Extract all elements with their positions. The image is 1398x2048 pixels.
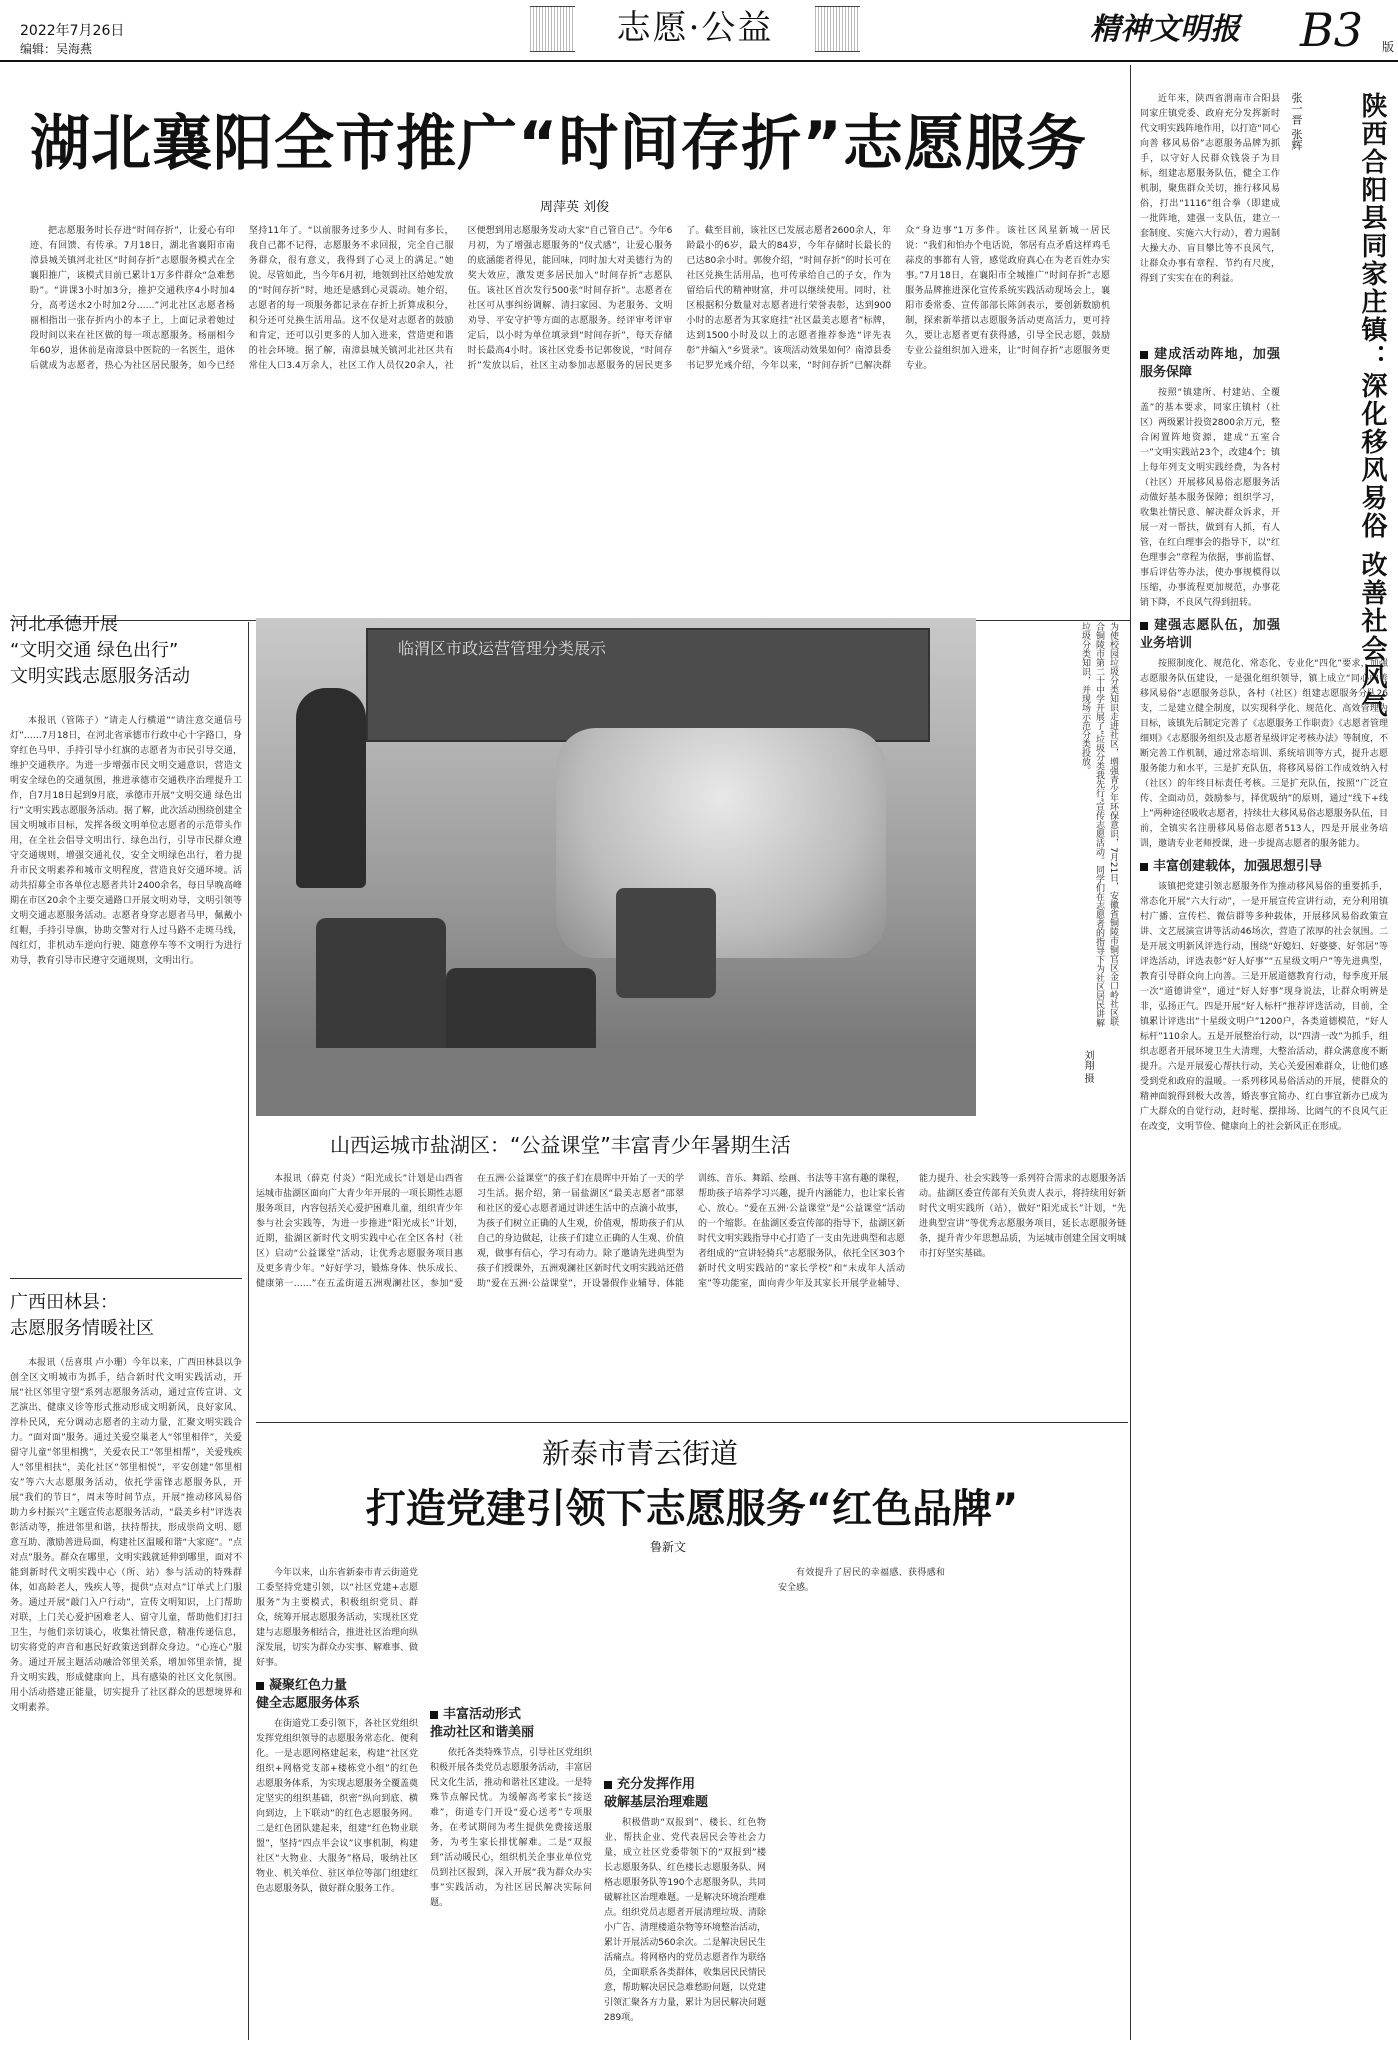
bottom-body-2: 依托各类特殊节点，引导社区党组织积极开展各类党员志愿服务活动，丰富居民文化生活，推动和谐社区建设。一是特殊节点解民忧。为缓解高考家长“接送难”，街道专门开设“爱心送考”专项服务，在考试期间为考生提供免费接送服务，为考生家长排忧解难。二是“双报到”活动暖民心，组织机关企事业单位党员到社区报到，深入开展“我为群众办实事”实践活动，为社区居民解决实际问题。	[430, 1748, 592, 1908]
bottom-body-3b: 有效提升了居民的幸福感、获得感和安全感。	[778, 1568, 945, 1593]
editor-credit: 编辑：吴海燕	[20, 42, 93, 56]
lead-title: 湖北襄阳全市推广“时间存折”志愿服务	[30, 109, 1087, 179]
bottom-col2	[430, 1566, 592, 2036]
left-story1-title: 河北承德开展 “文明交通 绿色出行” 文明实践志愿服务活动	[10, 614, 190, 687]
left-story2-body: 本报讯（岳喜琪 卢小珊）今年以来，广西田林县以争创全区文明城市为抓手，结合新时代文明实践活动，开展“社区邻里守望”系列志愿服务活动，通过宣传宣讲、文艺演出、健康义诊等形式推动形成文明新风，良好家风、淳朴民风，充分调动志愿者的主动力量，汇聚文明实践合力。“面对面”服务。通过关爱空巢老人“邻里相伴”，关爱留守儿童“邻里相携”，关爱农民工“邻里相帮”，关爱残疾人“邻里相扶”，美化社区“邻里相悦”，平安创建“邻里相安”等六大志愿服务活动，依托学雷锋志愿服务队，开展“我们的节日”，周末等时间节点，开展“推动移风易俗 助力乡村振兴”主题宣传志愿服务活动，“最美乡村”评选表彰活动等，推进邻里和谐，扶持帮扶，形成崇尚文明、愿意互助、激励善进局面，构建社区温暖和谐“大家庭”。“点对点”服务。群众在哪里，文明实践就延伸到哪里，面对不能到新时代文明实践中心（所、站）参与活动的特殊群体，如高龄老人，残疾人等，提供“点对点”订单式上门服务。通过开展“敲门入户行动”，宣传文明知识，上门帮助对联，上门关心爱护困难老人、留守儿童，帮助他们打扫卫生，与他们亲切谈心，收集社情民意，精准传递信息，切实将党的声音和惠民好政策送到群众身边。“心连心”服务。通过开展主题活动融洽邻里关系，增加邻里亲情，提升文明实践，形成健康向上，具有感染的社区文化氛围。用小活动搭建正能量，切实提升了社区群众的思想境界和文明素养。	[10, 1358, 242, 1713]
right-subhead-1: 建成活动阵地，加强服务保障	[1140, 347, 1280, 380]
section-title: 志愿·公益	[575, 4, 815, 52]
right-body-block	[1140, 340, 1388, 2040]
bottom-subhead-2: 丰富活动形式 推动社区和谐美丽	[430, 1707, 535, 1740]
lead-byline: 周萍英 刘俊	[540, 200, 610, 215]
photo-caption: 为使校园垃圾分类知识走进社区，增强青少年环保意识，7月21日，安徽省铜陵市铜官区金口岭社区联合铜陵市第二十中学开展了“垃圾分类我先行”宣传志愿活动。同学们在志愿者的指导下为社区居民讲解垃圾分类知识，并现场示范分类投放。	[1080, 622, 1118, 1028]
bottom-subhead-3: 充分发挥作用 破解基层治理难题	[604, 1777, 709, 1810]
lead-body: 把志愿服务时长存进“时间存折”，让爱心有印迹、有回馈、有传承。7月18日，湖北省襄阳市南漳县城关镇河北社区“时间存折”志愿服务模式在全襄阳推广，该模式目前已累计1万多件群众“急难愁盼”。“讲课3小时加3分，推护交通秩序4小时加4分，高考送水2小时加2分……”河北社区志愿者杨丽相指出一张存折内小的本子上，上面记录着她过段时间以来在社区做的每一项志愿服务。杨丽相今年60岁，退休前是南漳县中医院的一名医生，退休后就成为志愿者，热心为社区居民服务，如今已经坚持11年了。“以前服务过多少人、时间有多长，我自己都不记得，志愿服务不求回报，完全自己服务群众，很有意义，我得到了心灵上的满足。”她说。尽管如此，当今年6月初，地领到社区给她发放的“时间存折”时，地还是感到心灵震动。她介绍，志愿者的每一项服务都记录在存折上折算成积分，积分还可兑换生活用品。这不仅是对志愿者的鼓励和肯定，还可以引更多的人加入进来，营造更和谐的社会环境。据了解，南漳县城关镇河北社区共有常住人口3.4万余人，社区工作人员仅20余人，社区便想到用志愿服务发动大家“自己管自己”。今年6月初，为了增强志愿服务的“仪式感”，让爱心服务的底涵能者得见，能回味，同时加大对美德行为的奖大效应，激发更多居民加入“时间存折”志愿队伍。该社区首次发行500张“时间存折”。志愿者在社区可从事纠纷调解、清扫家园、为老服务、文明劝导、平安守护等方面的志愿服务。经评审考评审定后，以小时为单位填录到“时间存折”，每天存储时长最高4小时。该社区党委书记郭俊说，“时间存折”发放以后，社区主动参加志愿服务的居民更多了。截至目前，该社区已发展志愿者2600余人，年龄最小的6岁，最大的84岁，今年存储时长最长的已达80余小时。郭俊介绍，“时间存折”的时长可在社区兑换生活用品，也可传承给自己的子女，作为留给后代的精神财富，并可以继续使用。同时，社区根据积分数量对志愿者进行荣誉表彰，达到900小时的志愿者为其家庭挂“社区最美志愿者”标牌，达到1500小时及以上的志愿者推荐参选“评先表彰”并编入“乡贤录”。该项活动效果如何？南漳县委书记罗光彧介绍，今年以来，“时间存折”已解决群众“身边事”1万多件。该社区风星新城一居民说：“我们和怕办个电话说，邻居有点矛盾这样鸡毛蒜皮的事都有人管，感觉政府真心在为老百姓办实事。”7月18日，在襄阳市全城推广“时间存折”志愿服务品牌推进深化宣传系统实践活动现场会上，襄阳市委常委、宣传部部长陈剑表示，要创新数励机制，探索新举措以志愿服务活动更高活力，更可持久，要让志愿者更有获得感，引导全民志愿，鼓励专业公益组织加入进来，让“时间存折”志愿服务更专业。	[30, 226, 1110, 371]
right-body-2: 按照制度化、规范化、常态化、专业化“四化”要求，加强志愿服务队伍建设，一是强化组织领导，镇上成立“同心向善 移风易俗”志愿服务总队，各村（社区）组建志愿服务分队26支，二是建立健全制度，以实现科学化、规范化、高效管理为目标，该镇先后制定完善了《志愿服务工作职责》《志愿者管理细则》《志愿服务组织及志愿者星级评定考核办法》等制度，不断完善工作机制，通过常态培训、系统培训等方式，提升志愿服务能力和水平，三是扩充队伍，将移风易俗工作成效纳入村（社区）的年终目标责任考核。三是扩充队伍，按照“广泛宣传、全面动员，鼓励参与，择优吸纳”的原则，通过“线下+线上”两种途径吸收志愿者，持续壮大移风易俗志愿服务队伍，目前，全镇实名注册移风易俗志愿者513人，四是开展业务培训，邀请专业老师授课，进一步提高志愿者的服务能力。	[1140, 659, 1388, 849]
bottom-kicker: 新泰市青云街道	[541, 1437, 738, 1470]
bottom-col1	[256, 1566, 418, 2036]
page-suffix: 版	[1382, 40, 1395, 54]
right-subhead-3: 丰富创建载体，加强思想引导	[1140, 858, 1388, 876]
right-body-3: 该镇把党建引领志愿服务作为推动移风易俗的重要抓手，常态化开展“六大行动”，一是开展宣传宣讲行动，充分利用镇村广播、宣传栏、微信群等多种载体，开展移风易俗政策宣讲、文艺展演宣讲等活动46场次，营造了浓厚的社会氛围。二是开展文明新风评选行动，围绕“好媳妇、好婆婆、好邻居”等评选活动，评选表彰“好人好事”“五星级文明户”等先进典型，教育引导群众向上向善。三是开展道德教育行动，每季度开展一次“道德讲堂”，通过“好人好事”现身说法，让群众明辨是非，弘扬正气。四是开展“好人标杆”推荐评选活动，目前，全镇累计评选出“十星级文明户”1200户，各类道德模范，“好人标杆”110余人。五是开展整治行动，以“四清一改”为抓手，组织志愿者开展环境卫生大清理，大整治活动，群众满意度不断提升。六是开展爱心帮扶行动，关心关爱困难群众，让他们感受到党和政府的温暖。一系列移风易俗活动的开展，使群众的精神面貌得到极大改善，婚丧事宜简办、红白事宜新办已成为广大群众的自觉行动，赶时髦、摆排场、比阔气的不良风气正在改变，文明节俭、健康向上的社会新风正在形成。	[1140, 882, 1388, 1132]
photo-credit: 刘翔 摄	[1082, 1050, 1093, 1084]
bottom-body-3: 积极借助“双报到”、楼长、红色物业、帮扶企业、党代表居民会等社会力量，成立社区党委带领下的“双报到”楼长志愿服务队、红色楼长志愿服务队、网格志愿服务队等190个志愿服务队，共同破解社区治理难题。一是解决环境治理难点。组织党员志愿者开展清理垃圾、清除小广告、清理楼道杂物等环境整治活动，累计开展活动560余次。二是解决居民生活痛点。将网格内的党员志愿者作为联络员，全面联系各类群体，收集居民民情民意，帮助解决居民急难愁盼问题，以党建引领汇聚各方力量，累计为居民解决问题289项。	[604, 1818, 766, 2023]
bottom-title: 打造党建引领下志愿服务“红色品牌”	[365, 1486, 1019, 1532]
paper-name: 精神文明报	[1090, 12, 1240, 47]
bottom-byline: 鲁新文	[650, 1540, 687, 1554]
mid-body: 本报讯（薛克 付炎）“阳光成长”计划是山西省运城市盐湖区面向广大青少年开展的一项长期性志愿服务项目，内容包括关心爱护困难儿童，组织青少年参与社会实践等，为进一步推进“阳光成长”计划，近期，盐湖区新时代文明实践中心在全区各村（社区）启动“公益课堂”活动，让优秀志愿服务项目惠及更多青少年。“好好学习，锻炼身体、快乐成长、健康第一……”在五孟街道五洲观澜社区，参加“爱在五洲·公益课堂”的孩子们在晨晖中开始了一天的学习生活。据介绍，第一届盐湖区“最美志愿者”邵翠和社区的爱心志愿者通过讲述生活中的点滴小故事，为孩子们树立正确的人生观，价值观，帮助孩子们从自己的身边做起，让孩子们建立正确的人生观、价值观，做事有信心，学习有动力。除了邀请先进典型为孩子们授课外，五洲观澜社区新时代文明实践站还借助“爱在五洲·公益课堂”，开设暑假作业辅导、体能训练、音乐、舞蹈、绘画、书法等丰富有趣的课程，帮助孩子培养学习兴趣，提升内涵能力，也让家长省心、放心。“爱在五洲·公益课堂”是“公益课堂”活动的一个缩影。在盐湖区委宣传部的指导下，盐湖区新时代文明实践指导中心打造了一支由先进典型和志愿者组成的“宣讲轻骑兵”志愿服务队，依托全区303个新时代文明实践站的“家长学校”和“未成年人活动室”等功能室，面向青少年及其家长开展学业辅导、能力提升、社会实践等一系列符合需求的志愿服务活动。盐湖区委宣传部有关负责人表示，将持续用好新时代文明实践所（站），做好“阳光成长”计划，“先进典型宣讲”等优秀志愿服务项目，延长志愿服务链条，提升青少年思想品质，为运城市创建全国文明城市打好坚实基础。	[256, 1174, 1126, 1289]
bottom-col4	[778, 1566, 1126, 2036]
bottom-col3	[604, 1566, 766, 2036]
bottom-subhead-1: 凝聚红色力量 健全志愿服务体系	[256, 1678, 361, 1711]
bulletin-board-text: 临渭区市政运营管理分类展示	[398, 639, 607, 658]
news-photo	[256, 618, 976, 1116]
issue-date: 2022年7月26日	[20, 23, 125, 39]
right-subhead-2: 建强志愿队伍，加强业务培训	[1140, 618, 1280, 651]
ground	[256, 1048, 976, 1116]
volunteer-group	[556, 728, 886, 958]
bulletin-board	[366, 628, 930, 742]
right-authors: 张一晋 张辉	[1290, 92, 1303, 151]
bottom-body-1: 在街道党工委引领下，各社区党组织发挥党组织领导的志愿服务常态化、便利化。一是志愿网格建起来，构建“社区党组织+网格党支部+楼栋党小组”的红色志愿服务体系，为实现志愿服务全覆盖奠定坚实的组织基础，织密“纵向到底、横向到边，上下联动”的红色志愿服务网。二是红色团队建起来，组建“红色物业联盟”，坚持“四点半会议”议事机制，构建社区“大物业、大服务”格局，吸纳社区物业、机关单位、驻区单位等部门组建红色志愿服务队，做好群众服务工作。	[256, 1719, 418, 1894]
masthead	[0, 0, 1398, 60]
right-body-1: 按照“镇建所、村建站、全覆盖”的基本要求，同家庄镇村（社区）两级累计投资2800余万元，整合闲置阵地资源，建成“五室合一”文明实践站23个，改建4个；镇上每年列支文明实践经费，为各村（社区）开展移风易俗志愿服务活动做好基本服务保障；组织学习，收集社情民意、解决群众诉求，开展一对一帮扶，做到有人抓，有人管，在红白理事会的指导下，以“红色理事会”章程为依据，事前监督、事后评估等办法，使办事规模得以压缩，办事流程更加规范，办事花销下降，不良风气得到扭转。	[1140, 388, 1280, 608]
page-number: B3	[1300, 3, 1364, 57]
mid-title: 山西运城市盐湖区：“公益课堂”丰富青少年暑期生活	[330, 1133, 791, 1157]
trash-bin	[616, 888, 716, 998]
left-story2-title: 广西田林县： 志愿服务情暖社区	[10, 1292, 154, 1339]
right-title: 陕西合阳县同家庄镇：深化移风易俗 改善社会风气	[1357, 92, 1387, 720]
left-story1-body: 本报讯（管陈子）“请走人行横道”“请注意交通信号灯”……7月18日，在河北省承德市行政中心十字路口，身穿红色马甲、手持引导小红旗的志愿者为市民引导交通，维护交通秩序。为进一步增强市民文明交通意识，营造文明安全绿色的交通氛围，推进承德市交通秩序治理提升工作，自7月18日起到9月底，承德市开展“文明交通 绿色出行”文明实践志愿服务活动。据了解，此次活动围绕创建全国文明城市目标，发挥各级文明单位志愿者的示范带头作用，在全社会倡导文明出行、绿色出行，引导市民群众遵守交通规则，增强交通礼仪，安全文明绿色出行，着力提升市民文明素养和城市文明程度，营造良好交通环境。活动共招募全市各单位志愿者共计2400余名，每日早晚高峰期在市区20余个主要交通路口开展文明劝导，文明引领等文明交通志愿服务活动。志愿者身穿志愿者马甲，佩戴小红帽，手持引导旗，协助交警对行人过马路不走斑马线，闯红灯，非机动车逆向行驶、随意停车等不文明行为进行劝导，教育引导市民遵守交通规则，文明出行。	[10, 716, 242, 966]
right-intro: 近年来，陕西省渭南市合阳县同家庄镇党委、政府充分发挥新时代文明实践阵地作用，以打造“同心向善 移风易俗”志愿服务品牌为抓手，以守好人民群众钱袋子为目标，组建志愿服务队伍，健全工作机制，聚焦群众关切，推行移风易俗，打出“1116”组合拳（即建成一批阵地，建强一支队伍，建立一套制度、实施六大行动），着力遏制大操大办、盲目攀比等不良风气，让群众办事有章程、节约有尺度，得到了实实在在的利益。	[1140, 94, 1280, 284]
volunteer-person	[296, 688, 366, 888]
bottom-intro: 今年以来，山东省新泰市青云街道党工委坚持党建引领，以“社区党建+志愿服务”为主要模式，积极组织党员、群众，统筹开展志愿服务活动，实现社区党建与志愿服务相结合，推进社区治理向纵深发展，切实为群众办实事、解难事、做好事。	[256, 1568, 418, 1668]
